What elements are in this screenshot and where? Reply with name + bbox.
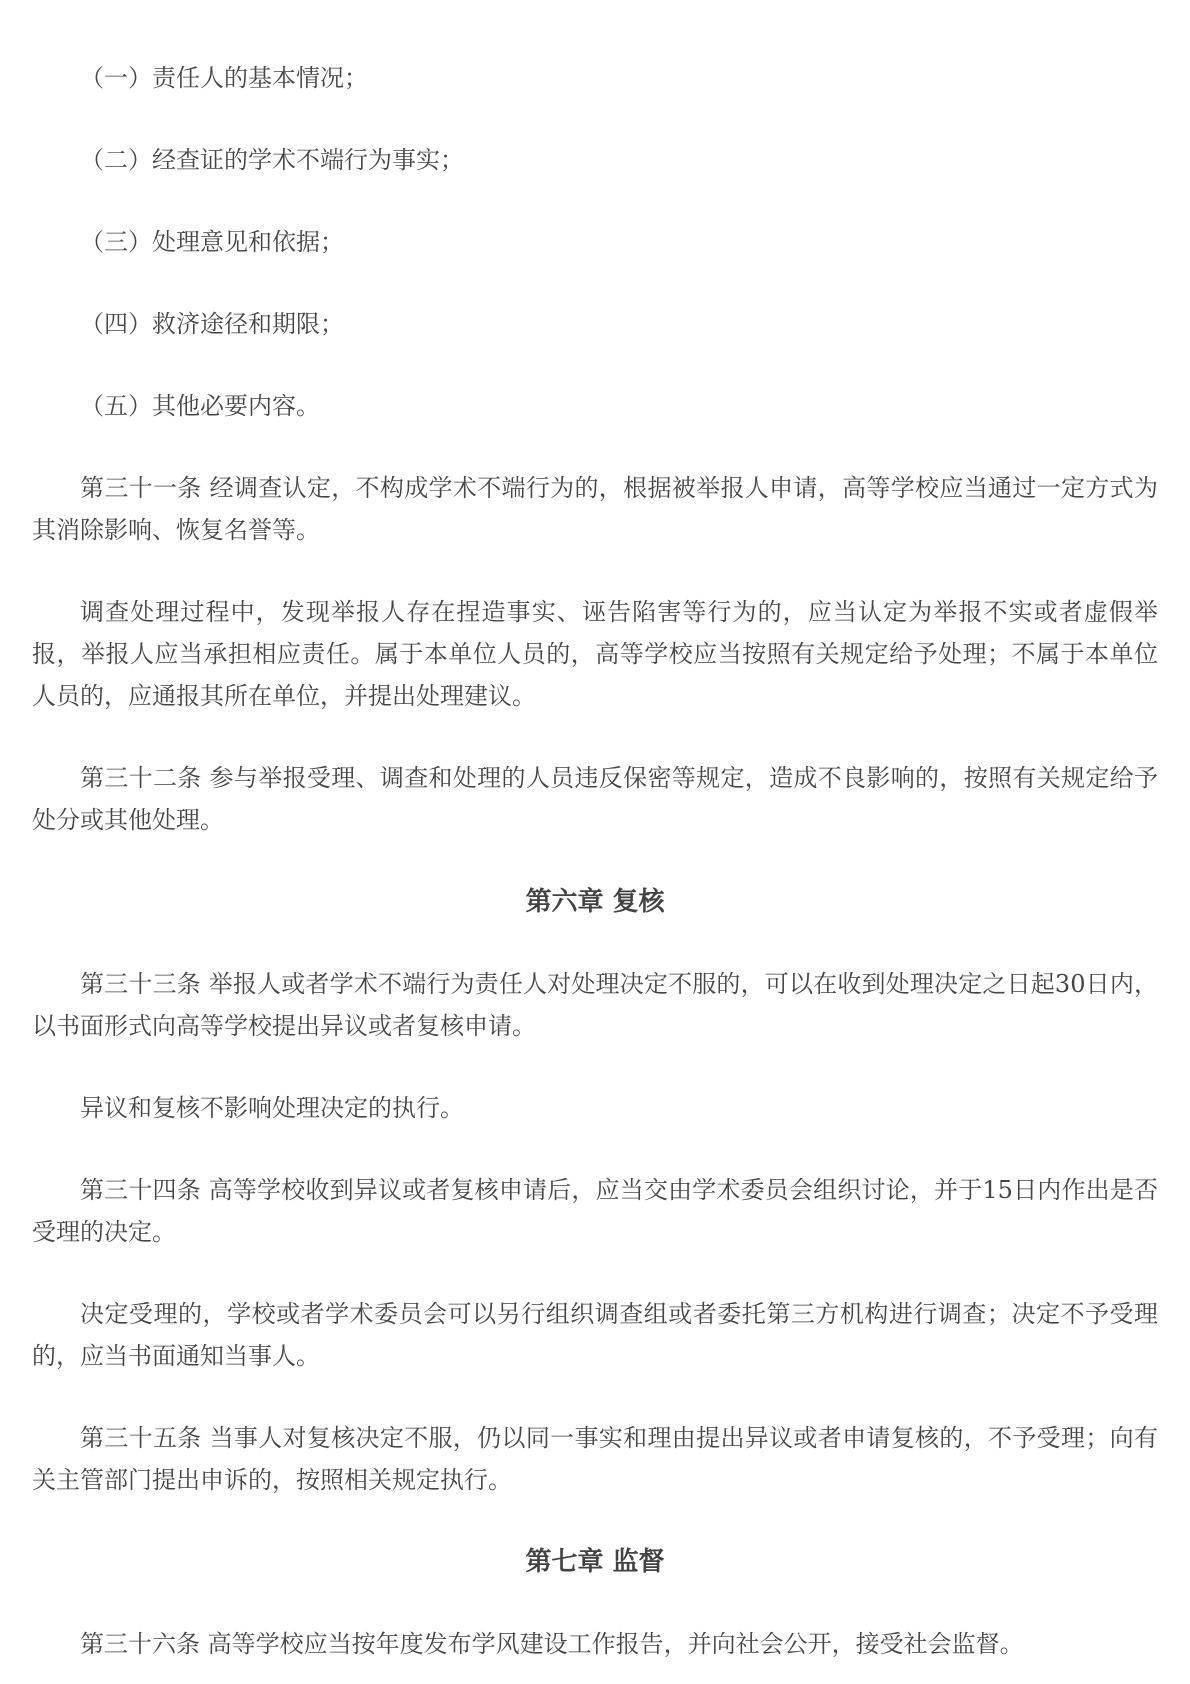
paragraph-review-acceptance: 决定受理的，学校或者学术委员会可以另行组织调查组或者委托第三方机构进行调查；决定不予受理的，应当书面通知当事人。 xyxy=(32,1300,1158,1370)
paragraph-article-32: 第三十二条 参与举报受理、调查和处理的人员违反保密等规定，造成不良影响的，按照有关规定给予处分或其他处理。 xyxy=(32,764,1158,834)
list-item-1: （一）责任人的基本情况； xyxy=(80,64,368,92)
paragraph-objection-no-suspend: 异议和复核不影响处理决定的执行。 xyxy=(80,1094,464,1122)
paragraph-article-31: 第三十一条 经调查认定，不构成学术不端行为的，根据被举报人申请，高等学校应当通过一定方式为其消除影响、恢复名誉等。 xyxy=(32,474,1158,544)
paragraph-article-35: 第三十五条 当事人对复核决定不服，仍以同一事实和理由提出异议或者申请复核的，不予受理；向有关主管部门提出申诉的，按照相关规定执行。 xyxy=(32,1424,1158,1494)
list-item-3: （三）处理意见和依据； xyxy=(80,228,344,256)
chapter-7-heading: 第七章 监督 xyxy=(525,1547,665,1577)
paragraph-article-34: 第三十四条 高等学校收到异议或者复核申请后，应当交由学术委员会组织讨论，并于15日内作出是否受理的决定。 xyxy=(32,1176,1158,1246)
paragraph-article-33: 第三十三条 举报人或者学术不端行为责任人对处理决定不服的，可以在收到处理决定之日起30日内，以书面形式向高等学校提出异议或者复核申请。 xyxy=(32,970,1158,1040)
paragraph-false-report-liability: 调查处理过程中，发现举报人存在捏造事实、诬告陷害等行为的，应当认定为举报不实或者虚假举报，举报人应当承担相应责任。属于本单位人员的，高等学校应当按照有关规定给予处理；不属于本单位人员的，应通报其所在单位，并提出处理建议。 xyxy=(32,598,1158,710)
list-item-2: （二）经查证的学术不端行为事实； xyxy=(80,146,464,174)
list-item-4: （四）救济途径和期限； xyxy=(80,310,344,338)
paragraph-article-36: 第三十六条 高等学校应当按年度发布学风建设工作报告，并向社会公开，接受社会监督。 xyxy=(80,1630,1024,1658)
chapter-6-heading: 第六章 复核 xyxy=(525,887,665,917)
list-item-5: （五）其他必要内容。 xyxy=(80,392,320,420)
